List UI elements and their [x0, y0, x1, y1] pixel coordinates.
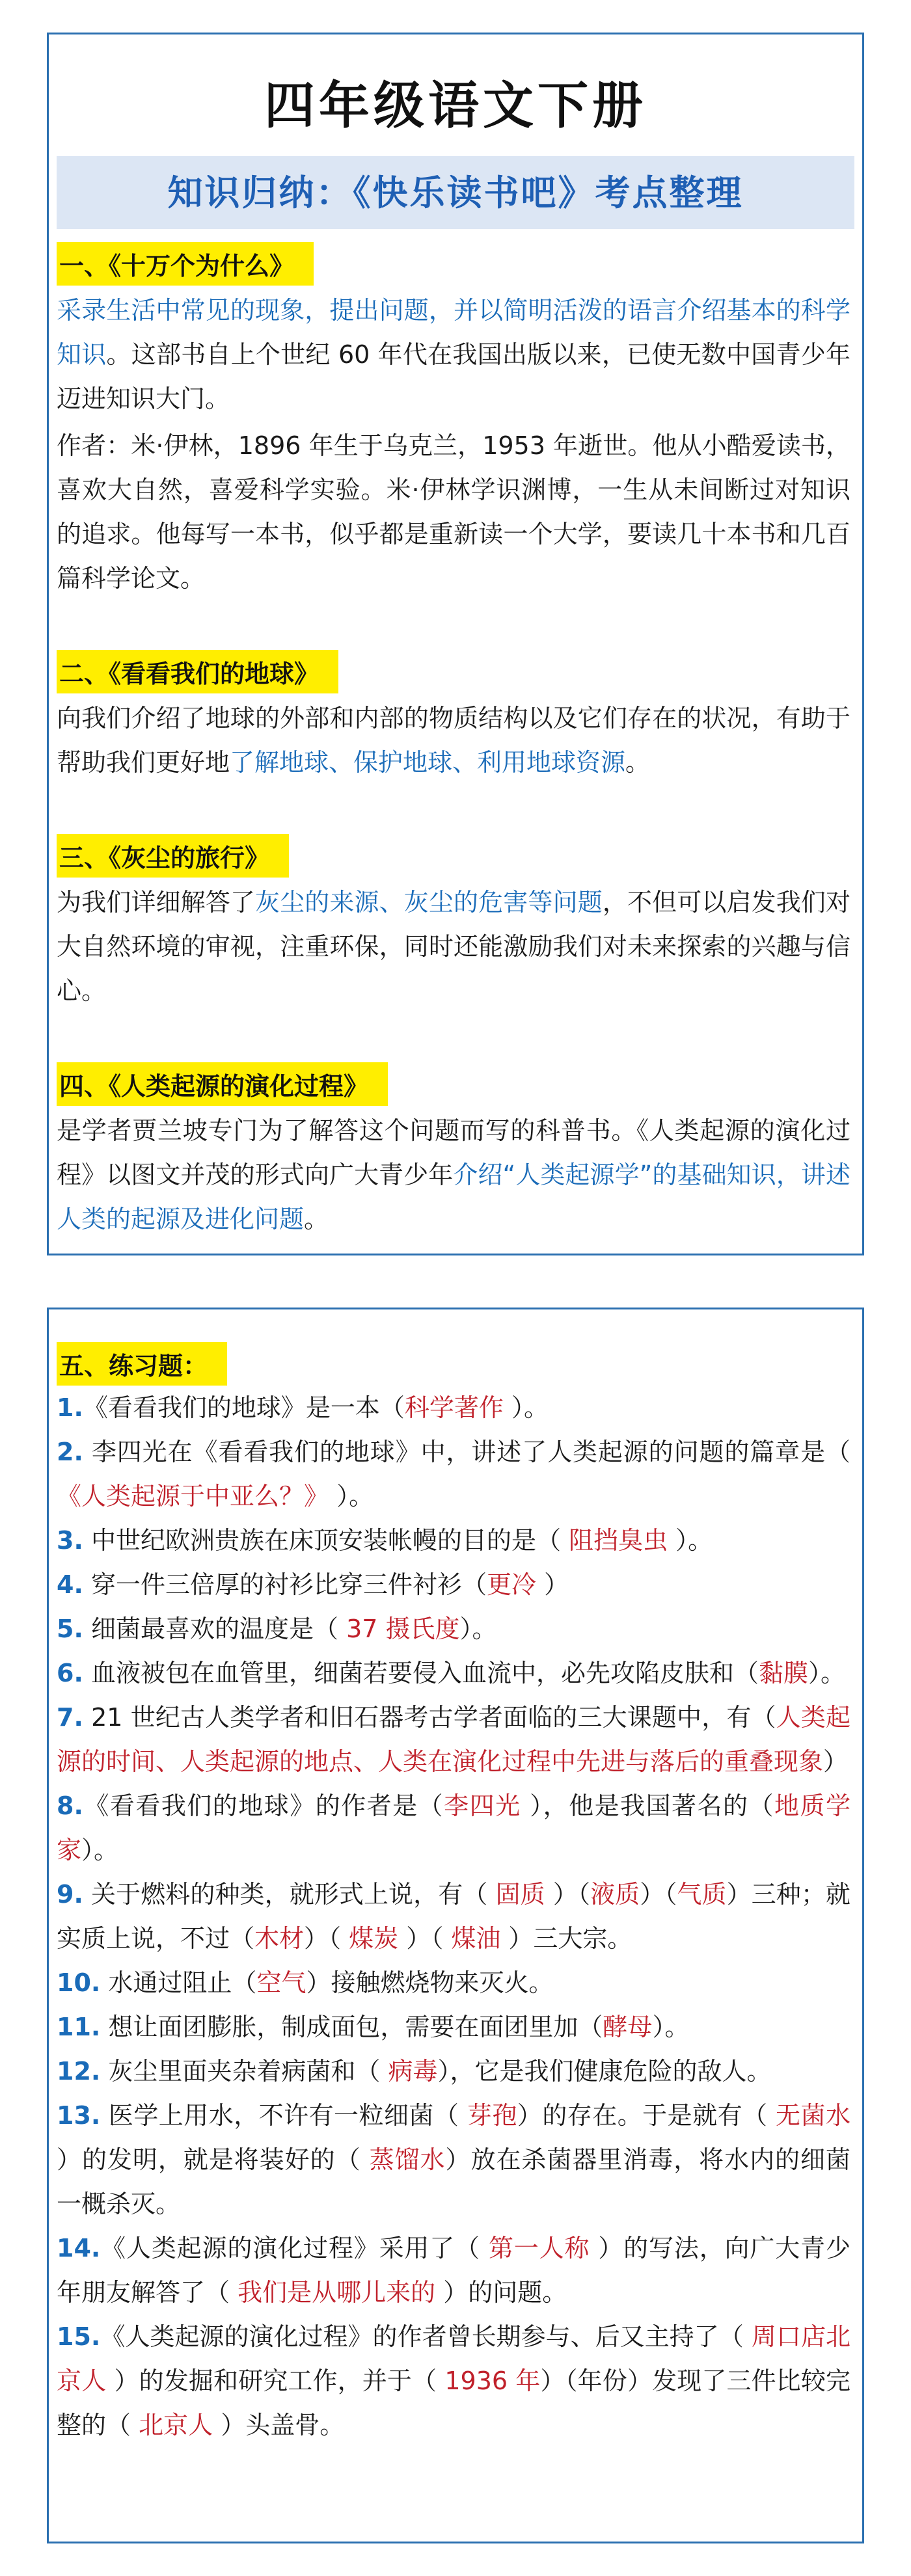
exercise-text: 《看看我们的地球》是一本（ — [83, 1393, 405, 1422]
exercise-text: 想让面团膨胀，制成面包，需要在面团里加（ — [100, 2013, 603, 2041]
exercise-text: 《看看我们的地球》的作者是（ — [83, 1791, 444, 1820]
section-3-text: 为我们详细解答了 — [57, 888, 256, 917]
exercise-text: ），他是我国著名的（ — [521, 1791, 774, 1820]
section-3-end: ，不但可以启发我们对大自然环境的审视，注重环保，同时还能激励我们对未来探索的兴趣与信心。 — [57, 888, 850, 1005]
exercise-number: 13. — [57, 2101, 101, 2130]
exercise-number: 14. — [57, 2234, 101, 2262]
exercise-text: 细菌最喜欢的温度是（ — [83, 1615, 347, 1643]
exercise-item-11 — [57, 2005, 850, 2049]
exercise-text: ）（ — [304, 1924, 349, 1953]
section-4-end: 。 — [304, 1205, 329, 1233]
exercise-answer: 李四光 — [444, 1791, 521, 1820]
exercise-answer: 科学著作 — [404, 1393, 504, 1422]
section-3-paragraph — [57, 880, 850, 1013]
exercise-text: ）。 — [459, 1615, 497, 1643]
section-3-highlight: 灰尘的来源、灰尘的危害等问题 — [255, 888, 603, 917]
exercise-text: ）接触燃烧物来灭火。 — [306, 1968, 554, 1997]
exercise-answer: 地质学家 — [57, 1791, 850, 1864]
exercise-list — [57, 1386, 850, 2447]
exercise-answer: 气质 — [677, 1880, 727, 1909]
section-1-paragraph-1 — [57, 288, 850, 421]
section-1-paragraph-2: 作者：米·伊林，1896 年生于乌克兰，1953 年逝世。他从小酷爱读书，喜欢大自然，喜爱科学实验。米·伊林学识渊博，一生从未间断过对知识的追求。他每写一本书，似乎都是重新读一个大学，要读几十本书和几百篇科学论文。 — [57, 431, 850, 593]
exercise-text: 《人类起源的演化过程》采用了（ — [100, 2234, 489, 2262]
exercise-text: ），它是我们健康危险的敌人。 — [437, 2057, 772, 2086]
exercise-number: 5. — [57, 1615, 83, 1643]
exercise-answer: 液质 — [590, 1880, 640, 1909]
exercise-text: ） — [536, 1570, 569, 1599]
section-1-highlight: 采录生活中常见的现象，提出问题，并以简明活泼的语言介绍基本的科学知识 — [57, 296, 850, 369]
exercise-answer: 空气 — [256, 1968, 306, 1997]
exercise-item-14 — [57, 2226, 850, 2314]
section-heading-4: 四、《人类起源的演化过程》 — [57, 1062, 388, 1106]
exercise-text: 21 世纪古人类学者和旧石器考古学者面临的三大课题中，有（ — [83, 1703, 776, 1732]
exercise-answer: 煤油 — [451, 1924, 501, 1953]
section-heading-2: 二、《看看我们的地球》 — [57, 650, 338, 693]
exercise-answer: 煤炭 — [349, 1924, 399, 1953]
exercise-item-4 — [57, 1563, 850, 1607]
exercise-item-1 — [57, 1386, 850, 1430]
exercise-item-12 — [57, 2049, 850, 2093]
exercise-number: 8. — [57, 1791, 83, 1820]
exercise-content — [49, 1309, 862, 2447]
exercise-text: ）（ — [398, 1924, 452, 1953]
exercise-answer: 无菌水 — [776, 2101, 850, 2130]
exercise-heading: 五、练习题： — [57, 1342, 227, 1386]
exercise-text: 医学上用水，不许有一粒细菌（ — [100, 2101, 467, 2130]
subtitle-band: 知识归纳：《快乐读书吧》考点整理 — [57, 156, 854, 229]
exercise-answer: 北京人 — [139, 2411, 213, 2439]
exercise-text: ）。 — [808, 1659, 846, 1687]
summary-content — [49, 229, 862, 1241]
section-4-highlight: 介绍“人类起源学”的基础知识，讲述人类的起源及进化问题 — [57, 1161, 850, 1233]
exercise-text: ）头盖骨。 — [213, 2411, 345, 2439]
exercise-item-5 — [57, 1607, 850, 1651]
exercise-answer: 木材 — [254, 1924, 305, 1953]
exercise-answer: 固质 — [495, 1880, 545, 1909]
section-2-highlight: 了解地球、保护地球、利用地球资源 — [230, 748, 626, 777]
exercise-number: 1. — [57, 1393, 83, 1422]
exercise-answer: 1936 年 — [444, 2367, 541, 2395]
exercise-answer: 黏膜 — [758, 1659, 808, 1687]
exercise-answer: 第一人称 — [488, 2234, 590, 2262]
exercise-answer: 更冷 — [486, 1570, 536, 1599]
exercise-item-3 — [57, 1518, 850, 1563]
exercise-item-6 — [57, 1651, 850, 1695]
exercise-item-13 — [57, 2093, 850, 2226]
exercise-text: 中世纪欧洲贵族在床顶安装帐幔的目的是（ — [83, 1526, 569, 1555]
exercise-text: 血液被包在血管里，细菌若要侵入血流中，必先攻陷皮肤和（ — [83, 1659, 759, 1687]
exercise-text: ）。 — [81, 1836, 119, 1864]
exercise-answer: 37 摄氏度 — [346, 1615, 460, 1643]
exercise-text: ）三种；就实质上说，不过（ — [57, 1880, 850, 1953]
exercise-text: 《人类起源的演化过程》的作者曾长期参与、后又主持了（ — [100, 2322, 752, 2351]
exercise-text: ）（年份）发现了三件比较完整的（ — [57, 2367, 850, 2439]
exercise-text: ）放在杀菌器里消毒，将水内的细菌一概杀灭。 — [57, 2145, 850, 2218]
exercise-number: 12. — [57, 2057, 101, 2086]
exercise-text: ）（ — [545, 1880, 591, 1909]
exercise-number: 10. — [57, 1968, 101, 1997]
exercise-text: 穿一件三倍厚的衬衫比穿三件衬衫（ — [83, 1570, 487, 1599]
exercise-number: 9. — [57, 1880, 83, 1909]
exercise-item-9 — [57, 1872, 850, 1961]
section-4-paragraph — [57, 1108, 850, 1241]
exercise-text: ）。 — [329, 1482, 374, 1510]
section-heading-3: 三、《灰尘的旅行》 — [57, 834, 289, 878]
exercise-number: 15. — [57, 2322, 101, 2351]
exercise-answer: 阻挡臭虫 — [569, 1526, 668, 1555]
exercise-item-2 — [57, 1430, 850, 1518]
exercise-answer: 病毒 — [388, 2057, 438, 2086]
exercise-text: 关于燃料的种类，就形式上说，有（ — [83, 1880, 496, 1909]
exercise-panel — [47, 1308, 864, 2543]
exercise-number: 4. — [57, 1570, 83, 1599]
exercise-text: ）的存在。于是就有（ — [517, 2101, 776, 2130]
exercise-answer: 蒸馏水 — [369, 2145, 446, 2174]
section-1-text: 。这部书自上个世纪 60 年代在我国出版以来，已使无数中国青少年迈进知识大门。 — [57, 340, 850, 413]
exercise-text: 水通过阻止（ — [100, 1968, 257, 1997]
section-2-paragraph — [57, 696, 850, 785]
exercise-text: 李四光在《看看我们的地球》中，讲述了人类起源的问题的篇章是（ — [83, 1438, 850, 1466]
exercise-item-7 — [57, 1695, 850, 1784]
exercise-answer: 芽孢 — [467, 2101, 517, 2130]
exercise-answer: 酵母 — [603, 2013, 653, 2041]
section-2-end: 。 — [625, 748, 651, 777]
exercise-text: ）。 — [668, 1526, 713, 1555]
exercise-text: ）。 — [503, 1393, 549, 1422]
exercise-answer: 我们是从哪儿来的 — [238, 2278, 436, 2307]
section-heading-1: 一、《十万个为什么》 — [57, 242, 314, 286]
exercise-number: 3. — [57, 1526, 83, 1555]
exercise-answer: 人类起源的时间、人类起源的地点、人类在演化过程中先进与落后的重叠现象 — [57, 1703, 850, 1776]
exercise-number: 7. — [57, 1703, 83, 1732]
exercise-text: ）三大宗。 — [500, 1924, 632, 1953]
section-4-text: 是学者贾兰坡专门为了解答这个问题而写的科普书。《人类起源的演化过程》以图文并茂的形式向广大青少年 — [57, 1116, 850, 1189]
summary-panel — [47, 33, 864, 1255]
exercise-number: 2. — [57, 1438, 83, 1466]
exercise-answer: 周口店北京人 — [57, 2322, 850, 2395]
exercise-item-8 — [57, 1784, 850, 1872]
exercise-answer: 《人类起源于中亚么？》 — [57, 1482, 329, 1510]
page-title: 四年级语文下册 — [264, 76, 647, 135]
exercise-text: ）。 — [652, 2013, 690, 2041]
exercise-number: 6. — [57, 1659, 83, 1687]
exercise-text: ）的问题。 — [435, 2278, 567, 2307]
exercise-text: ）的发掘和研究工作，并于（ — [106, 2367, 445, 2395]
exercise-text: ）（ — [640, 1880, 677, 1909]
exercise-text: ）的发明，就是将装好的（ — [57, 2145, 370, 2174]
exercise-text: ） — [823, 1747, 849, 1776]
exercise-number: 11. — [57, 2013, 101, 2041]
exercise-item-15 — [57, 2314, 850, 2447]
section-2-text: 向我们介绍了地球的外部和内部的物质结构以及它们存在的状况，有助于帮助我们更好地 — [57, 704, 850, 777]
exercise-text: 灰尘里面夹杂着病菌和（ — [100, 2057, 388, 2086]
exercise-text: ）的写法，向广大青少年朋友解答了（ — [57, 2234, 850, 2307]
exercise-item-10 — [57, 1961, 850, 2005]
